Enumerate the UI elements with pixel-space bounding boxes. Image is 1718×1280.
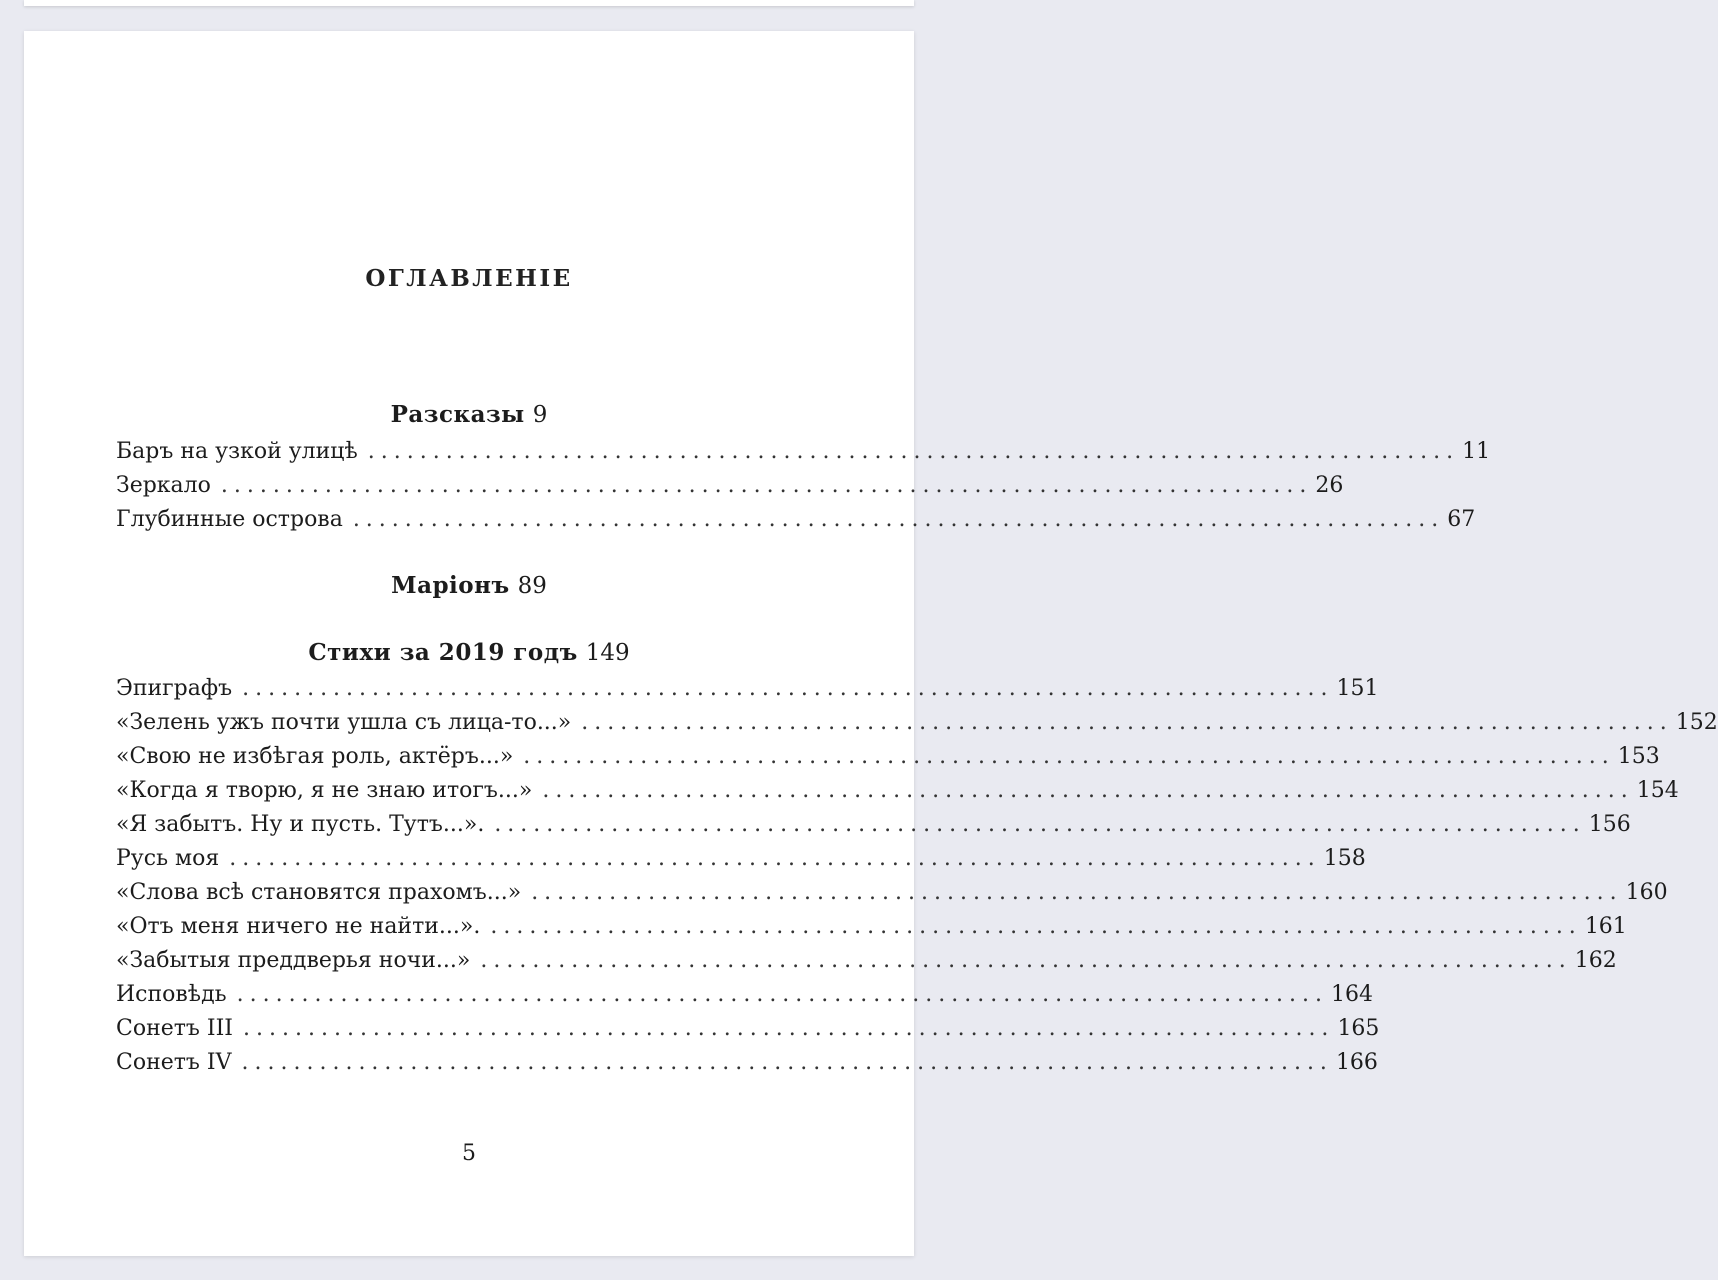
section-page: 149 — [585, 640, 630, 666]
dot-leader: .................................................................................... — [490, 914, 1582, 939]
page-number: 5 — [462, 1141, 476, 1166]
entry-page: 153 — [1617, 744, 1660, 769]
entry-page: 160 — [1625, 880, 1668, 905]
toc-entry[interactable] — [116, 708, 1718, 738]
entry-title: Глубинные острова — [116, 507, 343, 532]
toc-entry[interactable] — [116, 505, 1476, 535]
entry-page: 67 — [1447, 507, 1476, 532]
dot-leader: .................................................................................... — [352, 507, 1445, 532]
dot-leader: .................................................................................... — [243, 1016, 1335, 1041]
dot-leader: .................................................................................... — [494, 812, 1586, 837]
entry-page: 165 — [1337, 1016, 1380, 1041]
entry-page: 156 — [1588, 812, 1631, 837]
entry-page: 158 — [1323, 846, 1366, 871]
section-page: 89 — [517, 573, 547, 599]
toc-entry[interactable] — [116, 776, 1679, 806]
previous-page-edge — [24, 0, 914, 6]
dot-leader: .................................................................................... — [236, 982, 1329, 1007]
toc-entry[interactable] — [116, 1048, 1378, 1078]
toc-heading: ОГЛАВЛЕНIЕ — [365, 265, 573, 292]
toc-entry[interactable] — [116, 912, 1627, 942]
entry-title: Русь моя — [116, 846, 220, 871]
dot-leader: .................................................................................... — [523, 744, 1615, 769]
toc-entry[interactable] — [116, 674, 1379, 704]
entry-page: 154 — [1636, 778, 1679, 803]
entry-page: 11 — [1462, 439, 1491, 464]
entry-title: Исповѣдь — [116, 982, 227, 1007]
entry-page: 166 — [1335, 1050, 1378, 1075]
entry-title: «Отъ меня ничего не найти...». — [116, 914, 481, 939]
entry-title: «Забытыя преддверья ночи...» — [116, 948, 471, 973]
dot-leader: .................................................................................... — [229, 846, 1321, 871]
entry-title: Зеркало — [116, 473, 211, 498]
dot-leader: .................................................................................... — [480, 948, 1572, 973]
dot-leader: .................................................................................... — [531, 880, 1623, 905]
dot-leader: .................................................................................... — [542, 778, 1634, 803]
toc-entry[interactable] — [116, 1014, 1380, 1044]
dot-leader: .................................................................................... — [367, 439, 1460, 464]
entry-title: «Я забытъ. Ну и пусть. Тутъ...». — [116, 812, 485, 837]
entry-page: 26 — [1315, 473, 1344, 498]
entry-page: 152 — [1675, 710, 1718, 735]
toc-entry[interactable] — [116, 878, 1668, 908]
toc-entry[interactable] — [116, 844, 1366, 874]
entry-title: «Зелень ужъ почти ушла съ лица-то...» — [116, 710, 572, 735]
toc-entry[interactable] — [116, 980, 1374, 1010]
entry-title: Эпиграфъ — [116, 676, 233, 701]
entry-title: Сонетъ IV — [116, 1050, 232, 1075]
dot-leader: .................................................................................... — [241, 1050, 1333, 1075]
entry-title: Сонетъ III — [116, 1016, 233, 1041]
entry-page: 162 — [1574, 948, 1617, 973]
toc-entry[interactable] — [116, 471, 1344, 501]
section-title: Разсказы — [390, 401, 525, 428]
entry-title: «Слова всѣ становятся прахомъ...» — [116, 880, 522, 905]
toc-entry[interactable] — [116, 437, 1491, 467]
section-title: Марiонъ — [391, 572, 510, 599]
toc-entry[interactable] — [116, 742, 1660, 772]
toc-section-marion[interactable] — [24, 572, 914, 599]
toc-section-poems — [24, 639, 914, 666]
dot-leader: .................................................................................... — [581, 710, 1673, 735]
dot-leader: .................................................................................... — [220, 473, 1313, 498]
book-page — [24, 31, 1718, 1256]
dot-leader: .................................................................................... — [242, 676, 1334, 701]
entry-title: Баръ на узкой улицѣ — [116, 439, 358, 464]
entry-title: «Свою не избѣгая роль, актёръ...» — [116, 744, 514, 769]
section-page: 9 — [532, 402, 548, 428]
section-title: Стихи за 2019 годъ — [308, 639, 578, 666]
toc-section-stories — [24, 401, 914, 428]
entry-page: 164 — [1331, 982, 1374, 1007]
entry-page: 161 — [1584, 914, 1627, 939]
toc-entry[interactable] — [116, 810, 1631, 840]
entry-page: 151 — [1336, 676, 1379, 701]
toc-entry[interactable] — [116, 946, 1617, 976]
entry-title: «Когда я творю, я не знаю итогъ...» — [116, 778, 533, 803]
